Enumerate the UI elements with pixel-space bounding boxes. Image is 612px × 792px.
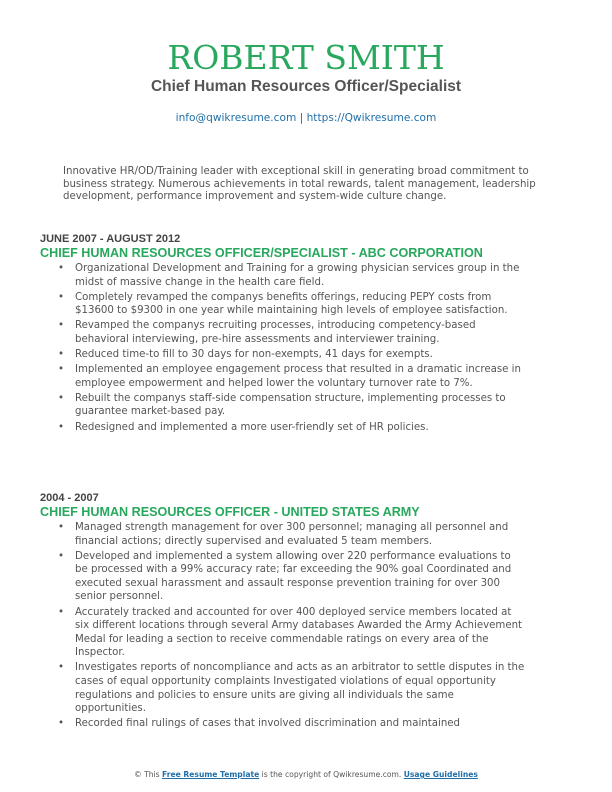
bullet-text: Revamped the companys recruiting processes, introducing competency-based behavioral interviewing, pre-hire assessments and interviewer training. xyxy=(75,320,476,345)
job-title: CHIEF HUMAN RESOURCES OFFICER - UNITED STATES ARMY xyxy=(40,505,420,519)
bullet-dot-icon: • xyxy=(58,421,65,433)
bullet-text: Reduced time-to fill to 30 days for non-exempts, 41 days for exempts. xyxy=(75,349,433,361)
experience-entry xyxy=(40,233,580,436)
candidate-title: Chief Human Resources Officer/Specialist xyxy=(150,78,462,95)
usage-guidelines-link[interactable]: Usage Guidelines xyxy=(403,770,478,779)
bullet-text: Completely revamped the companys benefits offerings, reducing PEPY costs from $13600 to $9300 in one year while maintaining high levels of employee satisfaction. xyxy=(75,291,508,317)
job-dates: 2004 - 2007 xyxy=(40,492,99,504)
summary-text: Innovative HR/OD/Training leader with exceptional skill in generating broad commitment to business strategy. Numerous achievements in total rewards, talent management, leadership development, performance improvement and system-wide culture change. xyxy=(63,166,536,203)
experience-entry xyxy=(40,492,580,732)
bullet-dot-icon: • xyxy=(58,364,65,376)
bullet-item xyxy=(40,392,525,419)
footer-copyright: © This xyxy=(134,770,163,779)
bullet-item xyxy=(40,550,525,604)
bullet-dot-icon: • xyxy=(58,662,65,674)
bullet-item xyxy=(40,661,525,715)
bullet-dot-icon: • xyxy=(58,349,65,361)
contact-separator: | xyxy=(296,112,307,124)
bullet-text: Investigates reports of noncompliance and acts as an arbitrator to settle disputes in the cases of equal opportunity complaints Investigated violations of equal opportunity regulations and policies to ensure units are giving all individuals the same opportunities. xyxy=(75,662,525,715)
bullet-text: Developed and implemented a system allowing over 220 performance evaluations to be processed with a 99% accuracy rate; far exceeding the 90% goal Coordinated and executed sexual harassment and assault response prevention training for over 300 senior personnel. xyxy=(75,550,512,603)
bullet-text: Organizational Development and Training for a growing physician services group in the midst of massive change in the health care field. xyxy=(75,263,520,288)
bullet-text: Rebuilt the companys staff-side compensation structure, implementing processes to guarantee market-based pay. xyxy=(75,392,506,418)
bullet-item xyxy=(40,348,525,362)
bullet-dot-icon: • xyxy=(58,263,65,274)
contact-line xyxy=(0,111,612,125)
free-resume-template-link[interactable]: Free Resume Template xyxy=(162,770,260,779)
bullet-dot-icon: • xyxy=(58,550,65,562)
page-footer xyxy=(0,770,612,780)
website-link[interactable]: https://Qwikresume.com xyxy=(306,112,437,124)
bullet-dot-icon: • xyxy=(58,291,65,303)
bullet-text: Accurately tracked and accounted for over 400 deployed service members located at six different locations through several Army databases Awarded the Army Achievement Medal for leading a section to receive commendable ratings on every area of the Inspector. xyxy=(75,606,523,659)
bullet-item xyxy=(40,291,525,318)
bullet-text: Redesigned and implemented a more user-friendly set of HR policies. xyxy=(75,421,429,433)
bullet-text: Managed strength management for over 300 personnel; managing all personnel and financial actions; directly supervised and evaluated 5 team members. xyxy=(75,522,509,547)
bullet-dot-icon: • xyxy=(58,606,65,618)
job-bullets xyxy=(40,262,580,434)
bullet-dot-icon: • xyxy=(58,320,65,332)
footer-middle-text: is the copyright of Qwikresume.com. xyxy=(259,770,404,779)
bullet-dot-icon: • xyxy=(58,718,65,730)
bullet-item xyxy=(40,521,525,548)
bullet-item xyxy=(40,606,525,660)
bullet-item xyxy=(40,319,525,346)
bullet-item xyxy=(40,421,525,435)
bullet-text: Recorded final rulings of cases that involved discrimination and maintained xyxy=(75,718,461,730)
bullet-dot-icon: • xyxy=(58,392,65,404)
bullet-item xyxy=(40,717,525,731)
bullet-item xyxy=(40,262,525,289)
job-title: CHIEF HUMAN RESOURCES OFFICER/SPECIALIST - ABC CORPORATION xyxy=(40,246,483,260)
email-link[interactable]: info@qwikresume.com xyxy=(175,112,297,124)
candidate-name: ROBERT SMITH xyxy=(167,38,445,77)
job-bullets xyxy=(40,521,580,731)
bullet-dot-icon: • xyxy=(58,522,65,533)
bullet-item xyxy=(40,363,525,390)
job-dates: JUNE 2007 - AUGUST 2012 xyxy=(40,233,181,245)
bullet-text: Implemented an employee engagement process that resulted in a dramatic increase in employee empowerment and helped lower the voluntary turnover rate to 7%. xyxy=(75,364,521,389)
